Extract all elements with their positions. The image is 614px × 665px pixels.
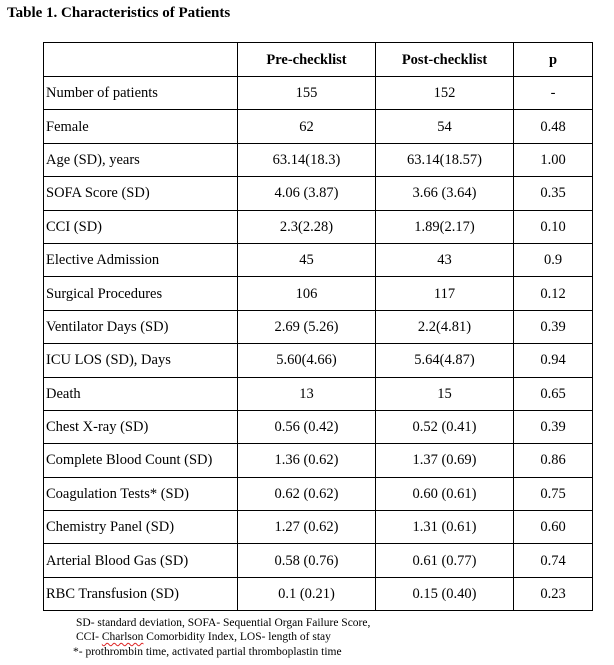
p-value-cell: 0.48 (514, 110, 593, 143)
pre-checklist-cell: 2.69 (5.26) (238, 310, 376, 343)
header-cell-p-value: p (514, 43, 593, 77)
header-cell-blank (44, 43, 238, 77)
pre-checklist-cell: 155 (238, 77, 376, 110)
row-label-cell: Ventilator Days (SD) (44, 310, 238, 343)
p-value-cell: 0.94 (514, 344, 593, 377)
table-row (44, 544, 593, 577)
row-label-cell: Death (44, 377, 238, 410)
footnote-abbrev-2 (76, 630, 370, 644)
table-row (44, 310, 593, 343)
pre-checklist-cell: 0.1 (0.21) (238, 577, 376, 610)
p-value-cell: 0.39 (514, 410, 593, 443)
p-value-cell: 0.86 (514, 444, 593, 477)
post-checklist-cell: 1.89(2.17) (376, 210, 514, 243)
footnote-asterisk: *- prothrombin time, activated partial thromboplastin time (73, 646, 342, 658)
post-checklist-cell: 3.66 (3.64) (376, 177, 514, 210)
post-checklist-cell: 1.37 (0.69) (376, 444, 514, 477)
p-value-cell: 0.9 (514, 243, 593, 276)
row-label-cell: RBC Transfusion (SD) (44, 577, 238, 610)
post-checklist-cell: 2.2(4.81) (376, 310, 514, 343)
table-row (44, 110, 593, 143)
table-header-row (44, 43, 593, 77)
p-value-cell: 0.12 (514, 277, 593, 310)
table-row (44, 477, 593, 510)
table-caption: Table 1. Characteristics of Patients (7, 5, 231, 21)
table-footnotes (73, 616, 371, 659)
table-row (44, 210, 593, 243)
pre-checklist-cell: 62 (238, 110, 376, 143)
pre-checklist-cell: 5.60(4.66) (238, 344, 376, 377)
post-checklist-cell: 15 (376, 377, 514, 410)
table-row (44, 511, 593, 544)
row-label-cell: Surgical Procedures (44, 277, 238, 310)
table-row (44, 410, 593, 443)
row-label-cell: Arterial Blood Gas (SD) (44, 544, 238, 577)
footnote-cci-suffix: Comorbidity Index, LOS- length of stay (143, 631, 331, 643)
row-label-cell: ICU LOS (SD), Days (44, 344, 238, 377)
table-row (44, 77, 593, 110)
characteristics-table (43, 42, 593, 611)
post-checklist-cell: 0.61 (0.77) (376, 544, 514, 577)
p-value-cell: 0.23 (514, 577, 593, 610)
pre-checklist-cell: 0.62 (0.62) (238, 477, 376, 510)
p-value-cell: 0.74 (514, 544, 593, 577)
p-value-cell: 0.75 (514, 477, 593, 510)
p-value-cell: 0.10 (514, 210, 593, 243)
pre-checklist-cell: 106 (238, 277, 376, 310)
pre-checklist-cell: 2.3(2.28) (238, 210, 376, 243)
table-row (44, 444, 593, 477)
row-label-cell: Elective Admission (44, 243, 238, 276)
pre-checklist-cell: 45 (238, 243, 376, 276)
table-body (44, 77, 593, 611)
pre-checklist-cell: 1.27 (0.62) (238, 511, 376, 544)
p-value-cell: 0.39 (514, 310, 593, 343)
p-value-cell: 0.65 (514, 377, 593, 410)
row-label-cell: Chest X-ray (SD) (44, 410, 238, 443)
p-value-cell: 0.35 (514, 177, 593, 210)
pre-checklist-cell: 0.56 (0.42) (238, 410, 376, 443)
pre-checklist-cell: 1.36 (0.62) (238, 444, 376, 477)
p-value-cell: 0.60 (514, 511, 593, 544)
pre-checklist-cell: 4.06 (3.87) (238, 177, 376, 210)
post-checklist-cell: 0.15 (0.40) (376, 577, 514, 610)
row-label-cell: Number of patients (44, 77, 238, 110)
row-label-cell: CCI (SD) (44, 210, 238, 243)
header-cell-post-checklist: Post-checklist (376, 43, 514, 77)
pre-checklist-cell: 0.58 (0.76) (238, 544, 376, 577)
footnote-abbrev-1: SD- standard deviation, SOFA- Sequential Organ Failure Score, (76, 617, 371, 629)
table-row (44, 377, 593, 410)
footnote-cci-prefix: CCI- (76, 631, 102, 643)
row-label-cell: Age (SD), years (44, 143, 238, 176)
post-checklist-cell: 152 (376, 77, 514, 110)
post-checklist-cell: 117 (376, 277, 514, 310)
post-checklist-cell: 54 (376, 110, 514, 143)
table-row (44, 243, 593, 276)
p-value-cell: - (514, 77, 593, 110)
table-row (44, 344, 593, 377)
post-checklist-cell: 0.60 (0.61) (376, 477, 514, 510)
post-checklist-cell: 1.31 (0.61) (376, 511, 514, 544)
pre-checklist-cell: 13 (238, 377, 376, 410)
post-checklist-cell: 0.52 (0.41) (376, 410, 514, 443)
pre-checklist-cell: 63.14(18.3) (238, 143, 376, 176)
row-label-cell: Chemistry Panel (SD) (44, 511, 238, 544)
table-row (44, 277, 593, 310)
post-checklist-cell: 63.14(18.57) (376, 143, 514, 176)
post-checklist-cell: 5.64(4.87) (376, 344, 514, 377)
row-label-cell: Coagulation Tests* (SD) (44, 477, 238, 510)
table-row (44, 577, 593, 610)
p-value-cell: 1.00 (514, 143, 593, 176)
row-label-cell: Complete Blood Count (SD) (44, 444, 238, 477)
post-checklist-cell: 43 (376, 243, 514, 276)
header-cell-pre-checklist: Pre-checklist (238, 43, 376, 77)
table-row (44, 177, 593, 210)
row-label-cell: Female (44, 110, 238, 143)
table-row (44, 143, 593, 176)
spellcheck-flagged-word: Charlson (101, 631, 144, 643)
row-label-cell: SOFA Score (SD) (44, 177, 238, 210)
